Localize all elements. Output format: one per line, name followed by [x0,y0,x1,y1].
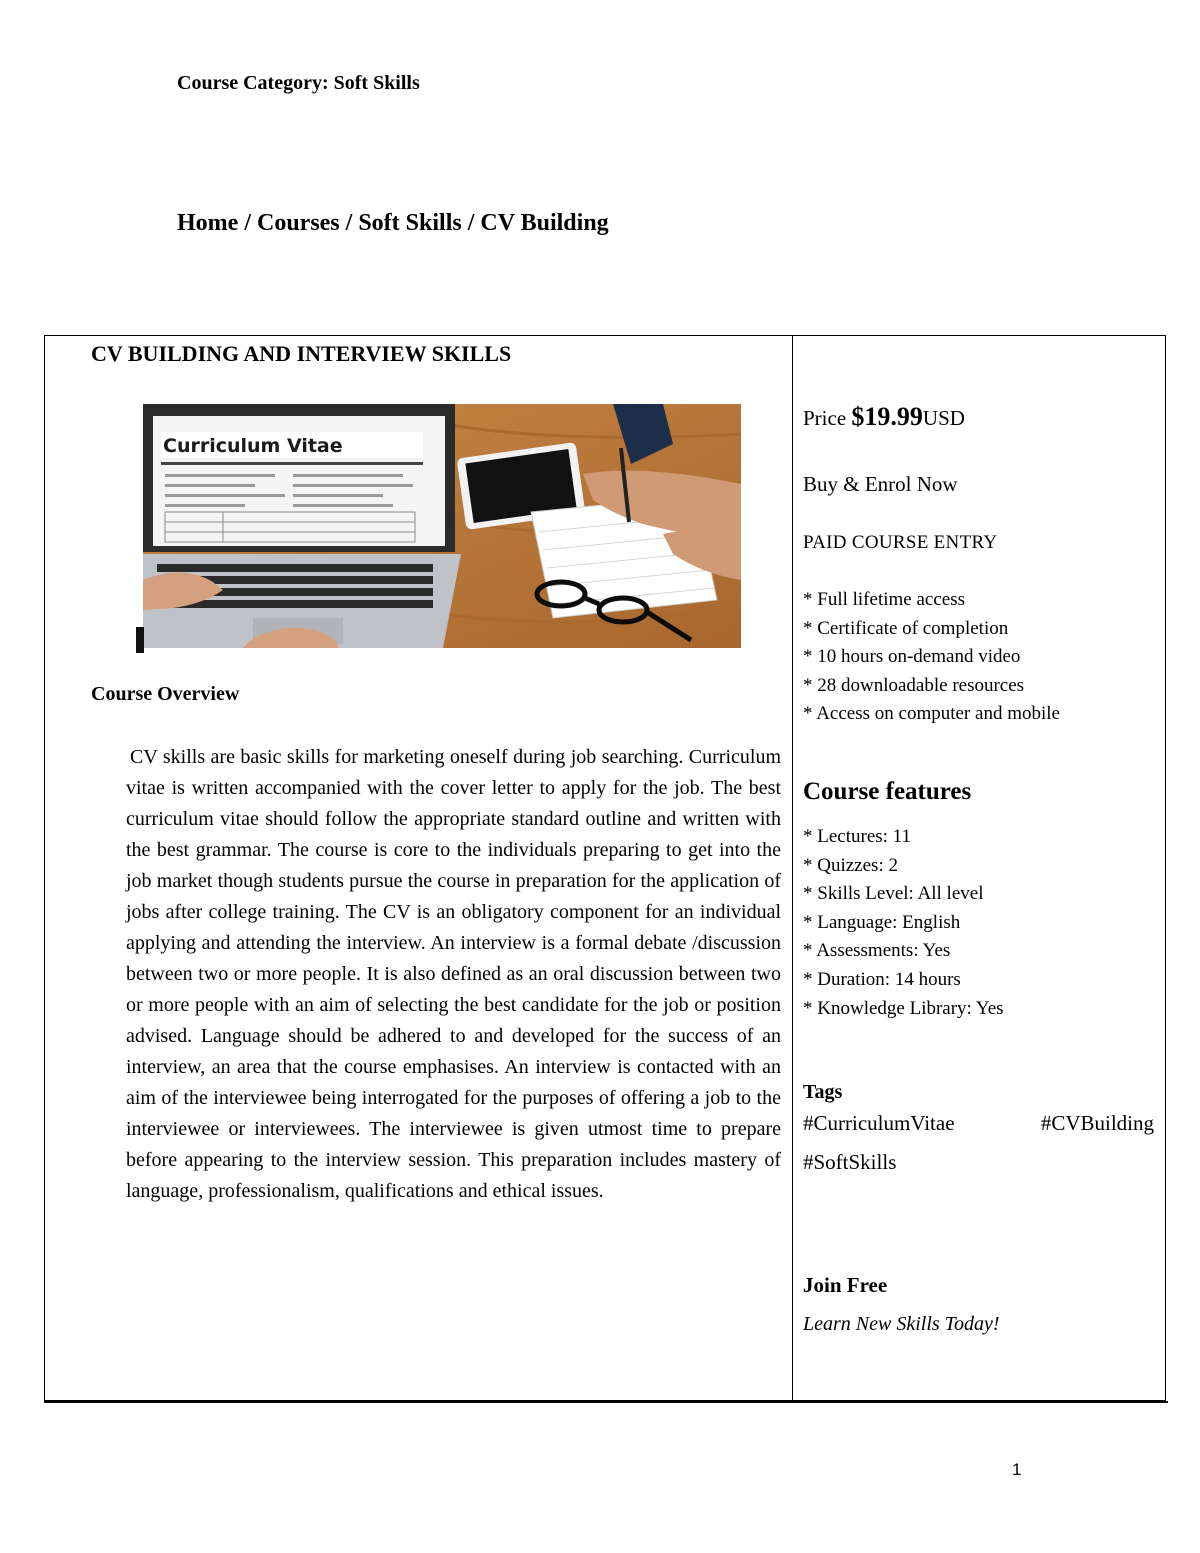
course-category: Course Category: Soft Skills [177,72,420,94]
tags-row [803,1111,1154,1136]
list-item: * 28 downloadable resources [803,674,1025,696]
breadcrumb-soft-skills[interactable]: Soft Skills [358,210,462,236]
course-title: CV BUILDING AND INTERVIEW SKILLS [91,341,512,366]
join-free-link[interactable]: Join Free [803,1273,888,1297]
breadcrumb-separator: / [238,210,257,236]
access-list [803,586,1060,729]
list-item: * Access on computer and mobile [803,703,1060,725]
overview-text: CV skills are basic skills for marketing oneself during job searching. Curriculum vitae is written accompanied with the cover letter to apply for the job. The best curriculum vitae should follow the appropriate standard outline and written with the best grammar. The course is core to the individuals preparing to get into the job market though students pursue the course in preparation for the application of jobs after college training. The CV is an obligatory component for an individual applying and attending the interview. An interview is a formal debate /discussion between two or more people. It is also defined as an oral discussion between two or more people with an aim of selecting the best candidate for the job or position advised. Language should be adhered to and developed for the success of an interview, an area that the course emphasises. An interview is contacted with an aim of the interviewee being interrogated for the purposes of offering a job to the interviewee or interviewees. The interviewee is given utmost time to prepare before appearing to the interview session. This preparation includes mastery of language, professionalism, qualifications and ethical issues. [126,746,781,1202]
tag-link[interactable]: #SoftSkills [803,1150,897,1174]
price-value: $19.99 [851,402,923,431]
hero-image-heading: Curriculum Vitae [163,435,343,457]
list-item: * Lectures: 11 [803,826,911,847]
list-item: * Full lifetime access [803,589,965,610]
features-list [803,823,1004,1023]
column-divider [792,335,793,1401]
course-hero-image [143,404,741,648]
image-anchor-mark [136,627,144,653]
list-item: * Quizzes: 2 [803,854,898,876]
price-row [803,402,965,432]
overview-heading: Course Overview [91,683,240,705]
page-number: 1 [1012,1460,1022,1479]
list-item: * Assessments: Yes [803,940,951,962]
course-entry-type: PAID COURSE ENTRY [803,532,998,553]
laptop-cv-photo-icon [143,404,741,648]
breadcrumb [177,210,609,237]
features-heading: Course features [803,778,972,805]
breadcrumb-home[interactable]: Home [177,210,239,236]
buy-enrol-button[interactable]: Buy & Enrol Now [803,472,958,496]
list-item: * Certificate of completion [803,617,1009,639]
tag-link[interactable]: #CurriculumVitae [803,1111,955,1135]
price-label: Price [803,406,852,430]
list-item: * Language: English [803,911,961,933]
breadcrumb-separator: / [339,210,359,236]
list-item: * Duration: 14 hours [803,968,961,990]
tag-link[interactable]: #CVBuilding [1040,1111,1154,1135]
table-bottom-rule [44,1401,1168,1403]
join-subtitle: Learn New Skills Today! [803,1313,1000,1335]
price-currency: USD [922,406,965,430]
list-item: * 10 hours on-demand video [803,646,1021,668]
breadcrumb-separator: / [461,210,481,236]
list-item: * Skills Level: All level [803,883,984,905]
breadcrumb-courses[interactable]: Courses [256,210,340,236]
breadcrumb-current: CV Building [480,210,609,236]
tags-heading: Tags [803,1081,843,1103]
list-item: * Knowledge Library: Yes [803,997,1004,1019]
